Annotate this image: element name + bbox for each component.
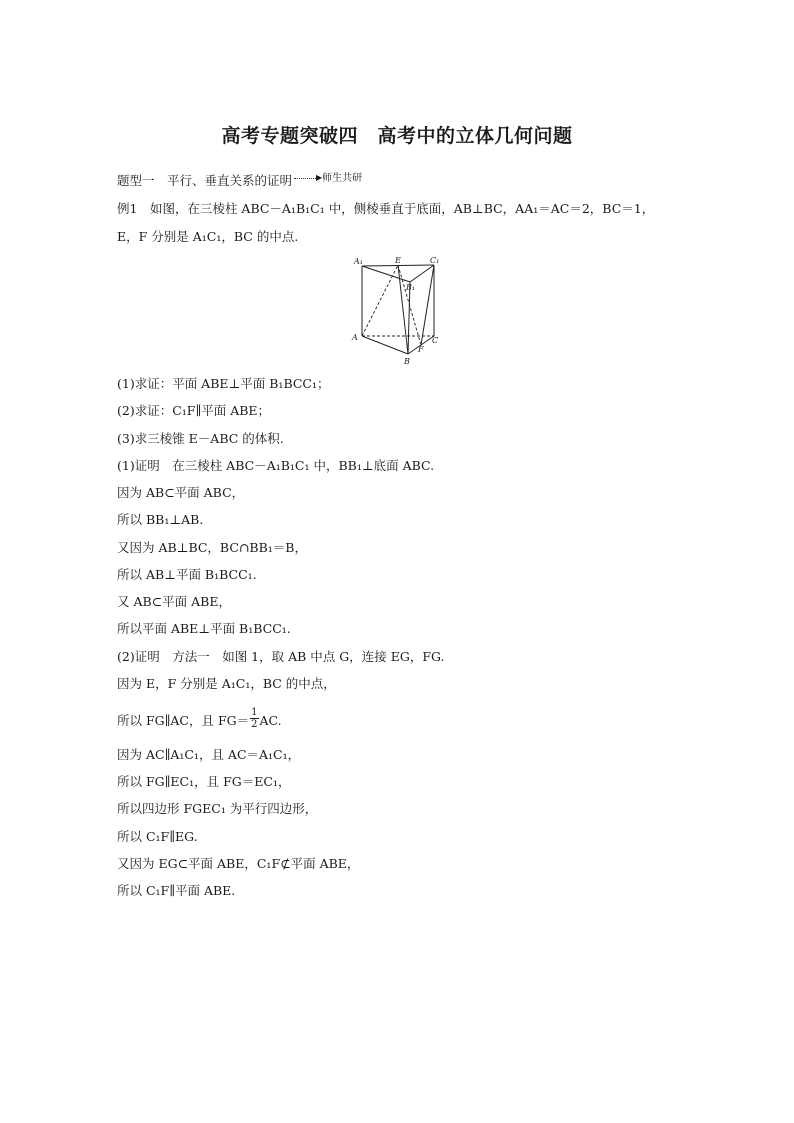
proof2-line-3-pre: 所以 FG∥AC，且 FG＝: [117, 713, 250, 728]
label-c1: C₁: [430, 256, 440, 265]
topic-tag: 师生共研: [322, 173, 363, 184]
proof1-line-5: 所以 AB⊥平面 B₁BCC₁.: [117, 567, 257, 582]
proof2-line-9: 所以 C₁F∥平面 ABE.: [117, 883, 236, 898]
proof1-line-4: 又因为 AB⊥BC，BC∩BB₁＝B，: [117, 540, 307, 555]
label-e: E: [395, 256, 401, 265]
proof2-line-8: 又因为 EG⊂平面 ABE，C₁F⊄平面 ABE，: [117, 856, 360, 871]
fraction-denominator: 2: [251, 719, 258, 730]
edge-b-b1: [408, 282, 410, 354]
proof2-line-3: [117, 707, 282, 733]
segment-c1-f: [421, 265, 434, 345]
topic-heading: [117, 173, 362, 191]
dotted-leader: [294, 178, 316, 179]
fraction-numerator: 1: [251, 707, 258, 718]
edge-b1-c1: [410, 265, 434, 282]
label-b: B: [404, 357, 410, 366]
proof2-line-6: 所以四边形 FGEC₁ 为平行四边形，: [117, 801, 318, 816]
segment-e-b: [398, 265, 408, 354]
question-1: (1)求证：平面 ABE⊥平面 B₁BCC₁；: [117, 376, 330, 391]
example-line-1: 例1 如图，在三棱柱 ABC－A₁B₁C₁ 中，侧棱垂直于底面，AB⊥BC，AA₁＝AC＝2，BC＝1，: [117, 201, 655, 216]
label-c: C: [432, 336, 439, 345]
proof2-line-5: 所以 FG∥EC₁，且 FG＝EC₁，: [117, 774, 291, 789]
edge-a1-b1: [362, 266, 410, 282]
topic-label: 题型一 平行、垂直关系的证明: [117, 173, 293, 188]
proof1-line-6: 又 AB⊂平面 ABE，: [117, 594, 231, 609]
edge-a-b: [362, 336, 408, 354]
fraction-half: [250, 707, 258, 730]
proof1-line-3: 所以 BB₁⊥AB.: [117, 512, 204, 527]
proof1-line-2: 因为 AB⊂平面 ABC，: [117, 485, 245, 500]
proof2-line-1: (2)证明 方法一 如图 1，取 AB 中点 G，连接 EG，FG.: [117, 649, 445, 664]
label-a: A: [352, 333, 358, 342]
proof1-line-1: (1)证明 在三棱柱 ABC－A₁B₁C₁ 中，BB₁⊥底面 ABC.: [117, 458, 435, 473]
question-2: (2)求证：C₁F∥平面 ABE；: [117, 403, 271, 418]
question-3: (3)求三棱锥 E－ABC 的体积.: [117, 431, 284, 446]
page-title: 高考专题突破四 高考中的立体几何问题: [221, 125, 573, 147]
label-a1: A₁: [354, 257, 363, 266]
proof2-line-7: 所以 C₁F∥EG.: [117, 829, 198, 844]
proof2-line-4: 因为 AC∥A₁C₁，且 AC＝A₁C₁，: [117, 747, 301, 762]
example-line-2: E，F 分别是 A₁C₁，BC 的中点.: [117, 229, 299, 244]
prism-figure: [348, 252, 448, 368]
label-f: F: [418, 345, 424, 354]
proof1-line-7: 所以平面 ABE⊥平面 B₁BCC₁.: [117, 621, 291, 636]
segment-a-e-hidden: [362, 265, 398, 336]
proof2-line-2: 因为 E，F 分别是 A₁C₁，BC 的中点，: [117, 676, 336, 691]
label-b1: B₁: [406, 283, 416, 292]
arrow-right-icon: ▶: [316, 172, 323, 182]
proof2-line-3-post: AC.: [259, 713, 282, 728]
